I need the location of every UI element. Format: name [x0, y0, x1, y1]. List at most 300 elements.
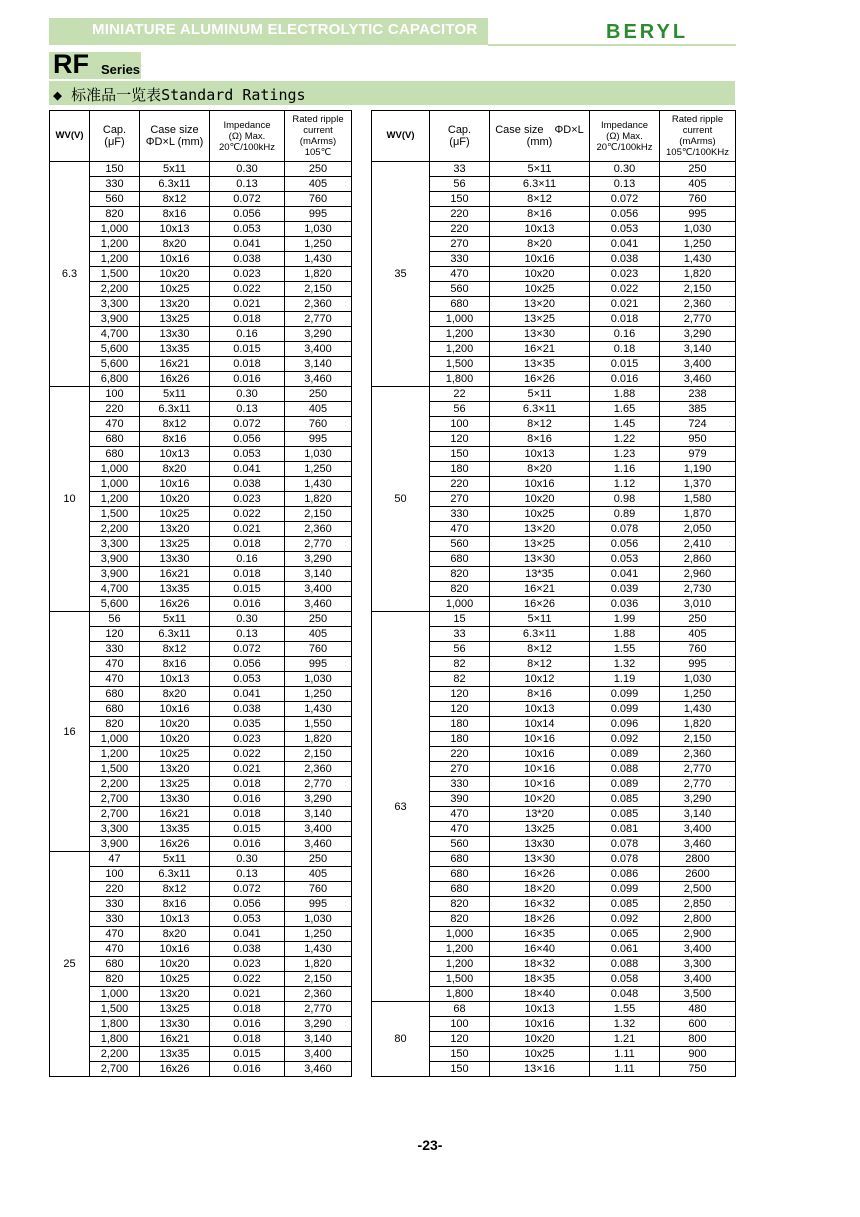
case-size-cell: 13*20: [490, 807, 590, 822]
impedance-cell: 0.30: [590, 162, 660, 177]
cap-cell: 1,200: [90, 747, 140, 762]
table-row: [372, 1002, 736, 1017]
case-size-cell: 13x30: [490, 837, 590, 852]
table-row: [50, 537, 352, 552]
case-size-cell: 8x12: [140, 417, 210, 432]
table-row: [50, 462, 352, 477]
impedance-cell: 0.13: [210, 402, 285, 417]
case-size-cell: 16x21: [140, 567, 210, 582]
ripple-cell: 760: [285, 882, 352, 897]
case-size-cell: 13×30: [490, 552, 590, 567]
ripple-cell: 1,820: [660, 267, 736, 282]
case-size-cell: 10x14: [490, 717, 590, 732]
ripple-cell: 2,770: [660, 777, 736, 792]
case-size-cell: 13×30: [490, 852, 590, 867]
impedance-cell: 1.11: [590, 1062, 660, 1077]
cap-cell: 820: [90, 972, 140, 987]
cap-cell: 220: [430, 207, 490, 222]
ripple-cell: 2,900: [660, 927, 736, 942]
cap-cell: 150: [430, 1047, 490, 1062]
table-row: [50, 237, 352, 252]
impedance-cell: 1.16: [590, 462, 660, 477]
impedance-cell: 0.018: [210, 807, 285, 822]
case-size-cell: 10x20: [490, 267, 590, 282]
cap-cell: 33: [430, 627, 490, 642]
impedance-cell: 0.016: [590, 372, 660, 387]
ripple-cell: 3,460: [285, 597, 352, 612]
table-row: [50, 957, 352, 972]
table-row: [50, 192, 352, 207]
cap-cell: 120: [90, 627, 140, 642]
impedance-cell: 0.099: [590, 687, 660, 702]
impedance-cell: 0.13: [590, 177, 660, 192]
impedance-cell: 0.056: [210, 207, 285, 222]
ripple-cell: 995: [285, 207, 352, 222]
ripple-cell: 1,430: [285, 942, 352, 957]
case-size-cell: 16x26: [140, 1062, 210, 1077]
header-cap: Cap. (μF): [430, 111, 490, 162]
cap-cell: 820: [90, 207, 140, 222]
case-size-cell: 10x13: [490, 1002, 590, 1017]
impedance-cell: 0.038: [210, 477, 285, 492]
impedance-cell: 0.023: [590, 267, 660, 282]
series-name: RF: [53, 49, 89, 79]
cap-cell: 560: [90, 192, 140, 207]
ripple-cell: 760: [660, 642, 736, 657]
cap-cell: 680: [430, 297, 490, 312]
table-row: [50, 417, 352, 432]
cap-cell: 100: [90, 867, 140, 882]
ripple-cell: 1,250: [285, 237, 352, 252]
ripple-cell: 2,770: [285, 1002, 352, 1017]
case-size-cell: 10×16: [490, 762, 590, 777]
impedance-cell: 1.55: [590, 1002, 660, 1017]
cap-cell: 470: [430, 267, 490, 282]
header-cap: Cap. (μF): [90, 111, 140, 162]
cap-cell: 680: [430, 867, 490, 882]
ripple-cell: 385: [660, 402, 736, 417]
cap-cell: 1,000: [90, 222, 140, 237]
ripple-cell: 995: [660, 657, 736, 672]
cap-cell: 1,200: [430, 342, 490, 357]
case-size-cell: 10x12: [490, 672, 590, 687]
case-size-cell: 5×11: [490, 387, 590, 402]
section-title-text: 标准品一览表Standard Ratings: [71, 86, 306, 104]
table-row: [50, 597, 352, 612]
table-row: [50, 897, 352, 912]
table-row: [50, 492, 352, 507]
ripple-cell: 1,430: [285, 702, 352, 717]
ripple-cell: 1,820: [285, 267, 352, 282]
ripple-cell: 3,400: [285, 1047, 352, 1062]
ripple-cell: 3,400: [660, 822, 736, 837]
cap-cell: 220: [90, 402, 140, 417]
ripple-cell: 3,460: [285, 372, 352, 387]
ripple-cell: 3,460: [285, 1062, 352, 1077]
case-size-cell: 13×35: [490, 357, 590, 372]
ripple-cell: 995: [285, 897, 352, 912]
ripple-cell: 1,430: [285, 252, 352, 267]
ripple-cell: 405: [285, 402, 352, 417]
impedance-cell: 0.16: [210, 327, 285, 342]
cap-cell: 820: [430, 582, 490, 597]
case-size-cell: 10x20: [140, 267, 210, 282]
cap-cell: 1,000: [430, 312, 490, 327]
ripple-cell: 3,400: [285, 582, 352, 597]
cap-cell: 1,200: [430, 327, 490, 342]
impedance-cell: 0.021: [590, 297, 660, 312]
cap-cell: 1,500: [90, 762, 140, 777]
case-size-cell: 8×20: [490, 237, 590, 252]
table-row: [50, 342, 352, 357]
wv-cell: 10: [50, 387, 90, 612]
case-size-cell: 10x13: [140, 447, 210, 462]
impedance-cell: 0.022: [210, 972, 285, 987]
cap-cell: 56: [90, 612, 140, 627]
ripple-cell: 760: [660, 192, 736, 207]
ripple-cell: 995: [285, 432, 352, 447]
impedance-cell: 0.022: [590, 282, 660, 297]
ripple-cell: 3,460: [285, 837, 352, 852]
header-case-size: Case size ΦD×L (mm): [140, 111, 210, 162]
case-size-cell: 10x20: [490, 492, 590, 507]
case-size-cell: 10x13: [140, 672, 210, 687]
cap-cell: 680: [430, 552, 490, 567]
cap-cell: 470: [90, 942, 140, 957]
cap-cell: 820: [90, 717, 140, 732]
cap-cell: 680: [90, 447, 140, 462]
case-size-cell: 6.3x11: [140, 177, 210, 192]
ripple-cell: 2,150: [285, 972, 352, 987]
table-row: [50, 762, 352, 777]
impedance-cell: 0.89: [590, 507, 660, 522]
impedance-cell: 0.096: [590, 717, 660, 732]
impedance-cell: 1.12: [590, 477, 660, 492]
cap-cell: 120: [430, 702, 490, 717]
wv-cell: 35: [372, 162, 430, 387]
ripple-cell: 2,500: [660, 882, 736, 897]
case-size-cell: 10x20: [490, 1032, 590, 1047]
ripple-cell: 2,360: [285, 762, 352, 777]
case-size-cell: 16x26: [140, 597, 210, 612]
cap-cell: 1,200: [430, 942, 490, 957]
ripple-cell: 2,150: [660, 732, 736, 747]
impedance-cell: 0.015: [210, 822, 285, 837]
cap-cell: 1,000: [90, 462, 140, 477]
impedance-cell: 1.19: [590, 672, 660, 687]
impedance-cell: 0.016: [210, 1062, 285, 1077]
table-row: [50, 207, 352, 222]
impedance-cell: 0.085: [590, 807, 660, 822]
cap-cell: 220: [430, 222, 490, 237]
header-impedance: Impedance (Ω) Max. 20℃/100kHz: [210, 111, 285, 162]
ripple-cell: 3,300: [660, 957, 736, 972]
case-size-cell: 10x16: [140, 702, 210, 717]
cap-cell: 2,200: [90, 282, 140, 297]
table-row: [372, 387, 736, 402]
table-row: [50, 702, 352, 717]
cap-cell: 470: [430, 807, 490, 822]
cap-cell: 2,200: [90, 522, 140, 537]
table-row: [50, 267, 352, 282]
ripple-cell: 2,150: [285, 747, 352, 762]
table-row: [50, 972, 352, 987]
impedance-cell: 1.88: [590, 387, 660, 402]
cap-cell: 5,600: [90, 357, 140, 372]
ripple-cell: 995: [660, 207, 736, 222]
ripple-cell: 3,500: [660, 987, 736, 1002]
case-size-cell: 6.3x11: [140, 627, 210, 642]
cap-cell: 1,500: [90, 267, 140, 282]
ripple-cell: 1,250: [285, 687, 352, 702]
cap-cell: 220: [430, 477, 490, 492]
case-size-cell: 13x35: [140, 342, 210, 357]
table-row: [50, 477, 352, 492]
ripple-cell: 3,140: [660, 342, 736, 357]
case-size-cell: 16×26: [490, 597, 590, 612]
case-size-cell: 10x20: [140, 732, 210, 747]
bullet-diamond-icon: ◆: [53, 86, 63, 104]
table-row: [50, 222, 352, 237]
table-row: [50, 717, 352, 732]
impedance-cell: 0.089: [590, 777, 660, 792]
ripple-cell: 1,820: [660, 717, 736, 732]
case-size-cell: 13×30: [490, 327, 590, 342]
impedance-cell: 1.45: [590, 417, 660, 432]
header-ripple: Rated ripple current (mArms) 105℃/100KHz: [660, 111, 736, 162]
cap-cell: 330: [90, 912, 140, 927]
ripple-cell: 2,150: [660, 282, 736, 297]
impedance-cell: 0.015: [210, 1047, 285, 1062]
section-title: [53, 84, 306, 105]
ripple-cell: 2,770: [660, 312, 736, 327]
ripple-cell: 250: [285, 612, 352, 627]
impedance-cell: 0.13: [210, 867, 285, 882]
impedance-cell: 0.053: [210, 672, 285, 687]
wv-cell: 63: [372, 612, 430, 1002]
ripple-cell: 3,400: [285, 342, 352, 357]
impedance-cell: 0.078: [590, 522, 660, 537]
case-size-cell: 5x11: [140, 612, 210, 627]
ripple-cell: 1,250: [660, 237, 736, 252]
ripple-cell: 3,460: [660, 372, 736, 387]
ripple-cell: 1,870: [660, 507, 736, 522]
table-row: [50, 177, 352, 192]
case-size-cell: 18×26: [490, 912, 590, 927]
ripple-cell: 2,360: [285, 297, 352, 312]
cap-cell: 560: [430, 837, 490, 852]
header-wv: WV(V): [50, 111, 90, 162]
cap-cell: 120: [430, 687, 490, 702]
cap-cell: 470: [90, 417, 140, 432]
table-row: [50, 612, 352, 627]
case-size-cell: 13x25: [140, 777, 210, 792]
case-size-cell: 10x25: [490, 1047, 590, 1062]
table-row: [50, 327, 352, 342]
impedance-cell: 1.88: [590, 627, 660, 642]
ripple-cell: 995: [285, 657, 352, 672]
impedance-cell: 0.099: [590, 882, 660, 897]
cap-cell: 330: [430, 777, 490, 792]
cap-cell: 150: [90, 162, 140, 177]
cap-cell: 100: [430, 1017, 490, 1032]
table-row: [50, 1047, 352, 1062]
impedance-cell: 1.22: [590, 432, 660, 447]
impedance-cell: 0.016: [210, 1017, 285, 1032]
ripple-cell: 1,030: [660, 222, 736, 237]
table-row: [50, 747, 352, 762]
cap-cell: 680: [430, 882, 490, 897]
impedance-cell: 0.053: [210, 447, 285, 462]
cap-cell: 330: [430, 507, 490, 522]
impedance-cell: 0.18: [590, 342, 660, 357]
cap-cell: 680: [90, 687, 140, 702]
series-label: Series: [101, 62, 141, 77]
cap-cell: 1,200: [430, 957, 490, 972]
case-size-cell: 16x26: [140, 837, 210, 852]
impedance-cell: 0.089: [590, 747, 660, 762]
cap-cell: 680: [90, 957, 140, 972]
cap-cell: 100: [430, 417, 490, 432]
ripple-cell: 405: [285, 867, 352, 882]
ratings-table-right: [371, 110, 736, 1077]
ripple-cell: 2,150: [285, 507, 352, 522]
case-size-cell: 13×25: [490, 537, 590, 552]
cap-cell: 560: [430, 282, 490, 297]
case-size-cell: 5x11: [140, 852, 210, 867]
ripple-cell: 3,290: [285, 1017, 352, 1032]
case-size-cell: 10x25: [140, 282, 210, 297]
impedance-cell: 0.018: [210, 777, 285, 792]
table-row: [50, 402, 352, 417]
cap-cell: 1,800: [90, 1032, 140, 1047]
table-row: [50, 162, 352, 177]
case-size-cell: 8x12: [140, 192, 210, 207]
impedance-cell: 0.015: [210, 342, 285, 357]
table-row: [50, 552, 352, 567]
cap-cell: 2,700: [90, 807, 140, 822]
impedance-cell: 0.072: [210, 417, 285, 432]
case-size-cell: 8x20: [140, 462, 210, 477]
table-row: [50, 777, 352, 792]
impedance-cell: 1.65: [590, 402, 660, 417]
ripple-cell: 3,140: [285, 807, 352, 822]
ripple-cell: 2,770: [285, 537, 352, 552]
impedance-cell: 0.056: [210, 897, 285, 912]
ripple-cell: 1,580: [660, 492, 736, 507]
ripple-cell: 3,140: [660, 807, 736, 822]
cap-cell: 560: [430, 537, 490, 552]
case-size-cell: 13x30: [140, 552, 210, 567]
cap-cell: 270: [430, 237, 490, 252]
cap-cell: 56: [430, 402, 490, 417]
ripple-cell: 1,250: [660, 687, 736, 702]
impedance-cell: 1.99: [590, 612, 660, 627]
ripple-cell: 800: [660, 1032, 736, 1047]
cap-cell: 3,300: [90, 822, 140, 837]
ripple-cell: 480: [660, 1002, 736, 1017]
ripple-cell: 3,460: [660, 837, 736, 852]
case-size-cell: 13*35: [490, 567, 590, 582]
impedance-cell: 0.099: [590, 702, 660, 717]
case-size-cell: 13x25: [140, 1002, 210, 1017]
cap-cell: 2,700: [90, 1062, 140, 1077]
ripple-cell: 2,770: [285, 777, 352, 792]
impedance-cell: 0.056: [590, 207, 660, 222]
table-row: [50, 522, 352, 537]
table-row: [50, 312, 352, 327]
case-size-cell: 10x16: [140, 477, 210, 492]
case-size-cell: 10x25: [140, 972, 210, 987]
case-size-cell: 13x25: [140, 537, 210, 552]
case-size-cell: 13x35: [140, 582, 210, 597]
ripple-cell: 1,190: [660, 462, 736, 477]
case-size-cell: 10x13: [140, 222, 210, 237]
impedance-cell: 0.13: [210, 177, 285, 192]
impedance-cell: 0.078: [590, 852, 660, 867]
case-size-cell: 13x35: [140, 822, 210, 837]
cap-cell: 1,500: [90, 507, 140, 522]
cap-cell: 470: [90, 672, 140, 687]
impedance-cell: 0.053: [590, 552, 660, 567]
impedance-cell: 0.058: [590, 972, 660, 987]
impedance-cell: 0.018: [210, 357, 285, 372]
ripple-cell: 2,360: [660, 297, 736, 312]
case-size-cell: 6.3×11: [490, 402, 590, 417]
table-row: [50, 432, 352, 447]
case-size-cell: 10x13: [490, 447, 590, 462]
ripple-cell: 1,030: [285, 912, 352, 927]
case-size-cell: 13x35: [140, 1047, 210, 1062]
ripple-cell: 3,400: [285, 822, 352, 837]
table-row: [50, 1017, 352, 1032]
cap-cell: 56: [430, 642, 490, 657]
impedance-cell: 0.30: [210, 852, 285, 867]
cap-cell: 680: [430, 852, 490, 867]
ripple-cell: 405: [285, 177, 352, 192]
case-size-cell: 8x16: [140, 432, 210, 447]
impedance-cell: 0.023: [210, 732, 285, 747]
cap-cell: 270: [430, 762, 490, 777]
cap-cell: 1,000: [90, 477, 140, 492]
case-size-cell: 10x16: [490, 747, 590, 762]
cap-cell: 180: [430, 732, 490, 747]
impedance-cell: 0.018: [210, 567, 285, 582]
case-size-cell: 13×25: [490, 312, 590, 327]
cap-cell: 220: [430, 747, 490, 762]
impedance-cell: 0.021: [210, 762, 285, 777]
case-size-cell: 13x30: [140, 792, 210, 807]
ripple-cell: 250: [285, 852, 352, 867]
ripple-cell: 950: [660, 432, 736, 447]
table-row: [50, 642, 352, 657]
impedance-cell: 0.022: [210, 507, 285, 522]
ripple-cell: 405: [285, 627, 352, 642]
ripple-cell: 1,250: [285, 927, 352, 942]
impedance-cell: 0.072: [590, 192, 660, 207]
impedance-cell: 0.018: [210, 537, 285, 552]
ripple-cell: 1,250: [285, 462, 352, 477]
cap-cell: 1,200: [90, 492, 140, 507]
header-case-size: Case size ΦD×L (mm): [490, 111, 590, 162]
case-size-cell: 16×40: [490, 942, 590, 957]
impedance-cell: 0.30: [210, 612, 285, 627]
table-row: [372, 612, 736, 627]
header-rule: [488, 44, 736, 46]
impedance-cell: 0.30: [210, 162, 285, 177]
ripple-cell: 3,290: [285, 552, 352, 567]
cap-cell: 5,600: [90, 597, 140, 612]
